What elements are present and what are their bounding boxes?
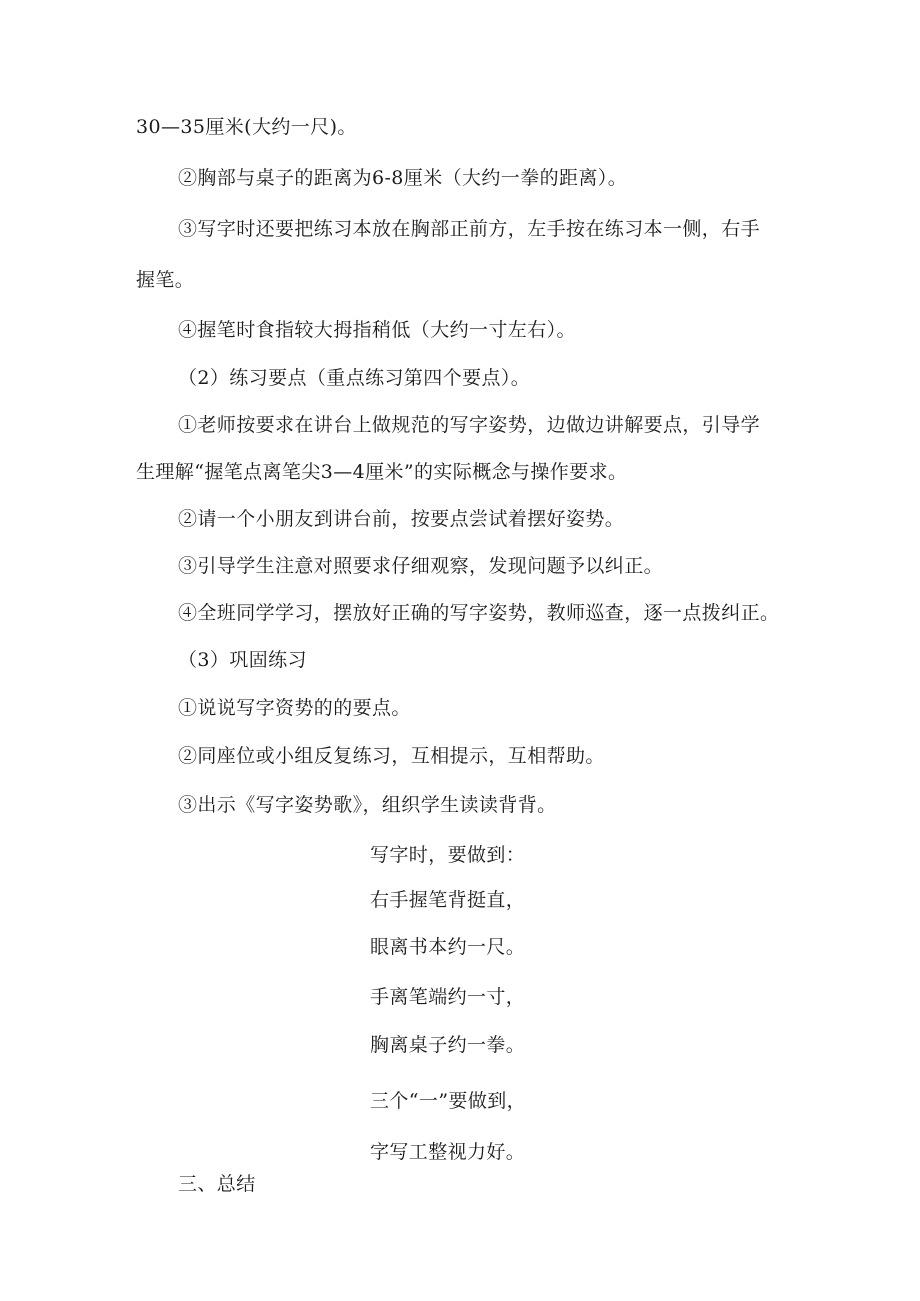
poem-line: 胸离桌子约一拳。: [370, 1034, 526, 1056]
paragraph-line: ①老师按要求在讲台上做规范的写字姿势，边做边讲解要点，引导学: [178, 414, 761, 436]
poem-line: 字写工整视力好。: [370, 1141, 526, 1163]
paragraph-line: ④握笔时食指较大拇指稍低（大约一寸左右）。: [178, 319, 576, 341]
paragraph-line: ①说说写字资势的的要点。: [178, 697, 411, 719]
paragraph-line: ③出示《写字姿势歌》，组织学生读读背背。: [178, 794, 557, 816]
paragraph-line: （3）巩固练习: [178, 649, 307, 671]
poem-line: 手离笔端约一寸，: [370, 986, 526, 1008]
poem-line: 写字时，要做到：: [370, 844, 526, 866]
paragraph-line: ③引导学生注意对照要求仔细观察，发现问题予以纠正。: [178, 555, 664, 577]
poem-line: 右手握笔背挺直，: [370, 889, 526, 911]
paragraph-line: ②请一个小朋友到讲台前，按要点尝试着摆好姿势。: [178, 508, 625, 530]
poem-line: 三个“一”要做到，: [370, 1090, 527, 1112]
paragraph-line: ②同座位或小组反复练习，互相提示，互相帮助。: [178, 745, 605, 767]
paragraph-line: 生理解“握笔点离笔尖3—4厘米”的实际概念与操作要求。: [136, 461, 628, 483]
poem-line: 眼离书本约一尺。: [370, 936, 526, 958]
paragraph-line: 握笔。: [136, 269, 195, 291]
section-heading: 三、总结: [178, 1173, 256, 1195]
paragraph-line: 30—35厘米(大约一尺)。: [136, 116, 357, 138]
paragraph-line: ④全班同学学习，摆放好正确的写字姿势，教师巡查，逐一点拨纠正。: [178, 602, 780, 624]
paragraph-line: ②胸部与桌子的距离为6-8厘米（大约一拳的距离）。: [178, 167, 628, 189]
paragraph-line: （2）练习要点（重点练习第四个要点）。: [178, 367, 531, 389]
paragraph-line: ③写字时还要把练习本放在胸部正前方，左手按在练习本一侧，右手: [178, 218, 761, 240]
